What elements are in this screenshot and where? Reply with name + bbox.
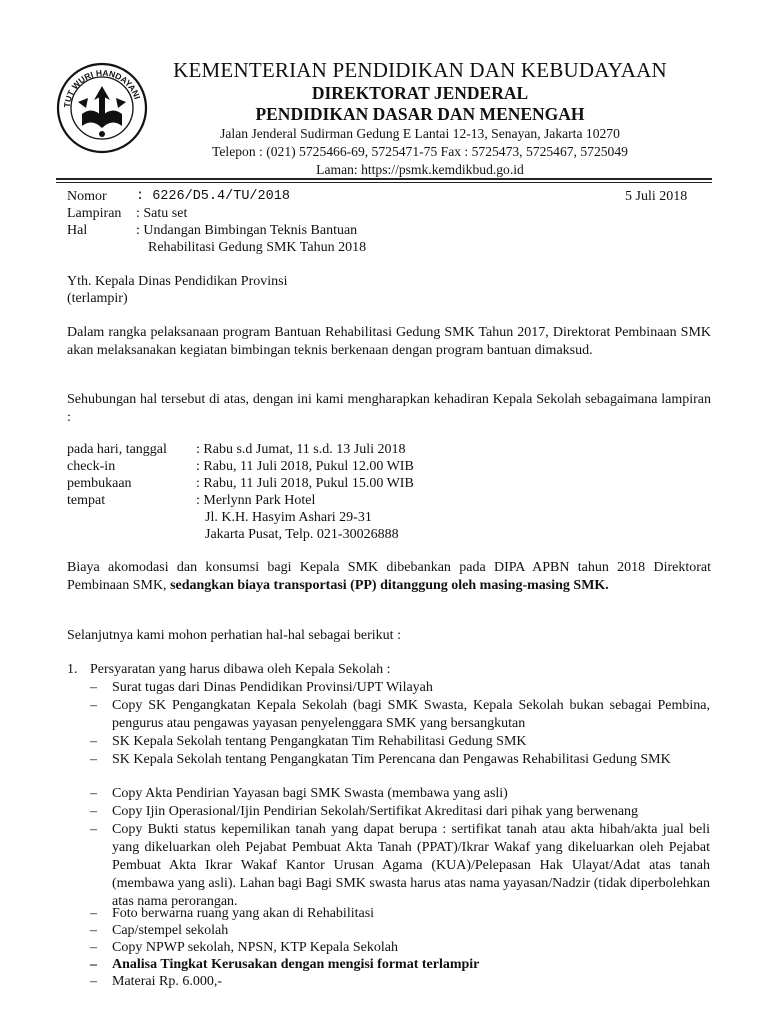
office-phone: Telepon : (021) 5725466-69, 5725471-75 Fax : 5725473, 5725467, 5725049 <box>212 144 628 159</box>
hal-label: Hal <box>67 223 88 238</box>
bullet-dash: – <box>90 698 97 713</box>
bullet-dash: – <box>90 957 97 972</box>
office-website: Laman: https://psmk.kemdikbud.go.id <box>316 162 524 177</box>
hal-value-line2: Rehabilitasi Gedung SMK Tahun 2018 <box>148 240 367 255</box>
sub-directorate-name: PENDIDIKAN DASAR DAN MENENGAH <box>255 104 585 124</box>
paragraph-intro: Dalam rangka pelaksanaan program Bantuan Rehabilitasi Gedung SMK Tahun 2017, Direktorat Pembinaan SMK akan melaksanakan kegiatan bimbingan teknis berkenaan dengan program bantuan dimaksud. <box>67 325 711 358</box>
bullet-dash: – <box>90 734 97 749</box>
ministry-name: KEMENTERIAN PENDIDIKAN DAN KEBUDAYAAN <box>173 58 667 82</box>
schedule-label-checkin: check-in <box>67 459 116 474</box>
requirement-item: Materai Rp. 6.000,- <box>112 974 223 989</box>
directorate-name: DIREKTORAT JENDERAL <box>311 83 529 103</box>
requirement-item: Copy SK Pengangkatan Kepala Sekolah (bagi SMK Swasta, Kepala Sekolah bukan sebagai Pembina, pengurus atau pengawas yayasan penyelenggara SMK yang bersangkutan <box>112 698 710 731</box>
bullet-dash: – <box>90 786 97 801</box>
requirement-item: Copy Akta Pendirian Yayasan bagi SMK Swasta (membawa yang asli) <box>112 786 508 801</box>
schedule-label-date: pada hari, tanggal <box>67 442 167 457</box>
requirement-item-bold: Analisa Tingkat Kerusakan dengan mengisi format terlampir <box>112 957 480 972</box>
requirement-item: SK Kepala Sekolah tentang Pengangkatan Tim Perencana dan Pengawas Rehabilitasi Gedung SMK <box>112 752 671 767</box>
nomor-label: Nomor <box>67 189 107 204</box>
costs-bold-text: sedangkan biaya transportasi (PP) ditanggung oleh masing-masing SMK. <box>170 578 609 593</box>
schedule-value-date: : Rabu s.d Jumat, 11 s.d. 13 Juli 2018 <box>196 442 406 457</box>
requirement-item: Copy Bukti status kepemilikan tanah yang dapat berupa : sertifikat tanah atau akta hibah/akta jual beli yang dikeluarkan oleh Pejabat Pembuat Akta Tanah (PPAT)/Ikrar Wakaf yang dikeluarkan oleh Pejabat Pembuat Akta Ikrar Wakaf Kantor Urusan Agama (KUA)/Pelepasan Hak Ulayat/Adat atas tanah (membawa yang asli). Lahan bagi Bagi SMK swasta harus atas nama yayasan/Nadzir (tidak diperbolehkan atas nama perorangan. <box>112 822 710 909</box>
bullet-dash: – <box>90 752 97 767</box>
requirement-item: Copy Ijin Operasional/Ijin Pendirian Sekolah/Sertifikat Akreditasi dari pihak yang berwenang <box>112 804 639 819</box>
lampiran-value: : Satu set <box>136 206 188 221</box>
letterhead-rule-thick <box>56 178 712 180</box>
bullet-dash: – <box>90 822 97 837</box>
paragraph-request: Sehubungan hal tersebut di atas, dengan ini kami mengharapkan kehadiran Kepala Sekolah sebagaimana lampiran : <box>67 392 711 425</box>
recipient-line2: (terlampir) <box>67 291 128 306</box>
bullet-dash: – <box>90 906 97 921</box>
bullet-dash: – <box>90 974 97 989</box>
schedule-label-opening: pembukaan <box>67 476 132 491</box>
schedule-value-opening: : Rabu, 11 Juli 2018, Pukul 15.00 WIB <box>196 476 414 491</box>
bullet-dash: – <box>90 680 97 695</box>
schedule-label-venue: tempat <box>67 493 106 508</box>
letter-date: 5 Juli 2018 <box>625 189 688 204</box>
requirement-item: Surat tugas dari Dinas Pendidikan Provinsi/UPT Wilayah <box>112 680 433 695</box>
paragraph-attention: Selanjutnya kami mohon perhatian hal-hal sebagai berikut : <box>67 628 401 643</box>
requirement-item: Cap/stempel sekolah <box>112 923 229 938</box>
paragraph-costs <box>67 559 711 595</box>
requirement-item: Foto berwarna ruang yang akan di Rehabilitasi <box>112 906 375 921</box>
recipient-line1: Yth. Kepala Dinas Pendidikan Provinsi <box>67 274 288 289</box>
schedule-value-checkin: : Rabu, 11 Juli 2018, Pukul 12.00 WIB <box>196 459 414 474</box>
requirements-number: 1. <box>67 662 78 677</box>
office-address: Jalan Jenderal Sudirman Gedung E Lantai 12-13, Senayan, Jakarta 10270 <box>220 126 620 141</box>
requirements-heading: Persyaratan yang harus dibawa oleh Kepala Sekolah : <box>90 662 391 677</box>
nomor-value: : 6226/D5.4/TU/2018 <box>136 189 290 204</box>
requirement-item: Copy NPWP sekolah, NPSN, KTP Kepala Sekolah <box>112 940 398 955</box>
letterhead-rule-thin <box>56 182 712 183</box>
venue-city-phone: Jakarta Pusat, Telp. 021-30026888 <box>205 527 399 542</box>
bullet-dash: – <box>90 923 97 938</box>
requirement-item: SK Kepala Sekolah tentang Pengangkatan Tim Rehabilitasi Gedung SMK <box>112 734 527 749</box>
letterhead <box>150 58 690 179</box>
logo-motto: TUT WURI HANDAYANI <box>61 67 143 109</box>
bullet-dash: – <box>90 804 97 819</box>
lampiran-label: Lampiran <box>67 206 122 221</box>
schedule-value-venue: : Merlynn Park Hotel <box>196 493 316 508</box>
costs-normal-text: Biaya akomodasi dan konsumsi bagi Kepala SMK dibebankan pada DIPA APBN tahun 2018 Direktorat Pembinaan SMK, <box>67 560 711 593</box>
bullet-dash: – <box>90 940 97 955</box>
tut-wuri-handayani-logo <box>52 56 152 156</box>
hal-value-line1: : Undangan Bimbingan Teknis Bantuan <box>136 223 358 238</box>
venue-street: Jl. K.H. Hasyim Ashari 29-31 <box>205 510 372 525</box>
